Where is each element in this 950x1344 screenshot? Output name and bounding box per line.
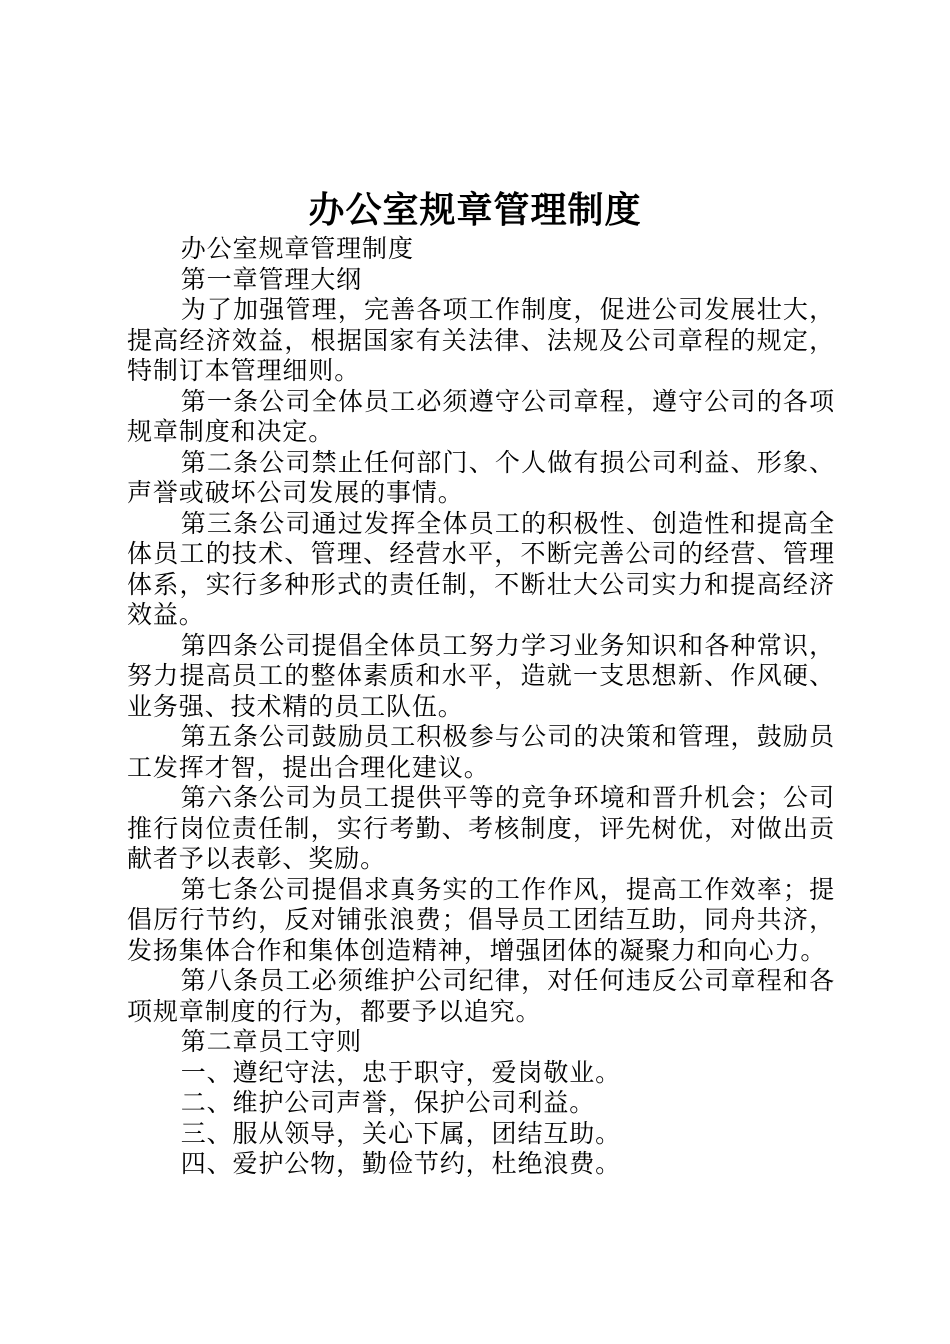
list-item: 一、遵纪守法，忠于职守，爱岗敬业。 <box>180 1057 622 1087</box>
document-body <box>127 234 835 1180</box>
article-paragraph: 第五条公司鼓励员工积极参与公司的决策和管理，鼓励员工发挥才智，提出合理化建议。 <box>127 722 835 782</box>
paragraph: 办公室规章管理制度 <box>180 234 414 263</box>
chapter-heading: 第一章管理大纲 <box>180 264 363 294</box>
list-item: 四、爱护公物，勤俭节约，杜绝浪费。 <box>180 1149 622 1178</box>
list-item: 三、服从领导，关心下属，团结互助。 <box>180 1118 622 1148</box>
article-paragraph: 第六条公司为员工提供平等的竞争环境和晋升机会；公司推行岗位责任制，实行考勤、考核制度，评先树优，对做出贡献者予以表彰、奖励。 <box>127 783 835 873</box>
list-item: 二、维护公司声誉，保护公司利益。 <box>180 1088 596 1117</box>
article-paragraph: 第七条公司提倡求真务实的工作作风，提高工作效率；提倡厉行节约，反对铺张浪费；倡导员工团结互助，同舟共济，发扬集体合作和集体创造精神，增强团体的凝聚力和向心力。 <box>127 874 835 965</box>
article-paragraph: 第二条公司禁止任何部门、个人做有损公司利益、形象、声誉或破坏公司发展的事情。 <box>127 447 835 507</box>
article-paragraph: 第三条公司通过发挥全体员工的积极性、创造性和提高全体员工的技术、管理、经营水平，不断完善公司的经营、管理体系，实行多种形式的责任制，不断壮大公司实力和提高经济效益。 <box>127 508 835 629</box>
chapter-heading: 第二章员工守则 <box>180 1027 363 1056</box>
article-paragraph: 第八条员工必须维护公司纪律，对任何违反公司章程和各项规章制度的行为，都要予以追究。 <box>127 966 835 1026</box>
article-paragraph: 第四条公司提倡全体员工努力学习业务知识和各种常识，努力提高员工的整体素质和水平，造就一支思想新、作风硬、业务强、技术精的员工队伍。 <box>127 630 835 721</box>
paragraph: 为了加强管理，完善各项工作制度，促进公司发展壮大，提高经济效益，根据国家有关法律、法规及公司章程的规定，特制订本管理细则。 <box>127 295 835 385</box>
article-paragraph: 第一条公司全体员工必须遵守公司章程，遵守公司的各项规章制度和决定。 <box>127 386 835 446</box>
document-title: 办公室规章管理制度 <box>308 189 642 231</box>
